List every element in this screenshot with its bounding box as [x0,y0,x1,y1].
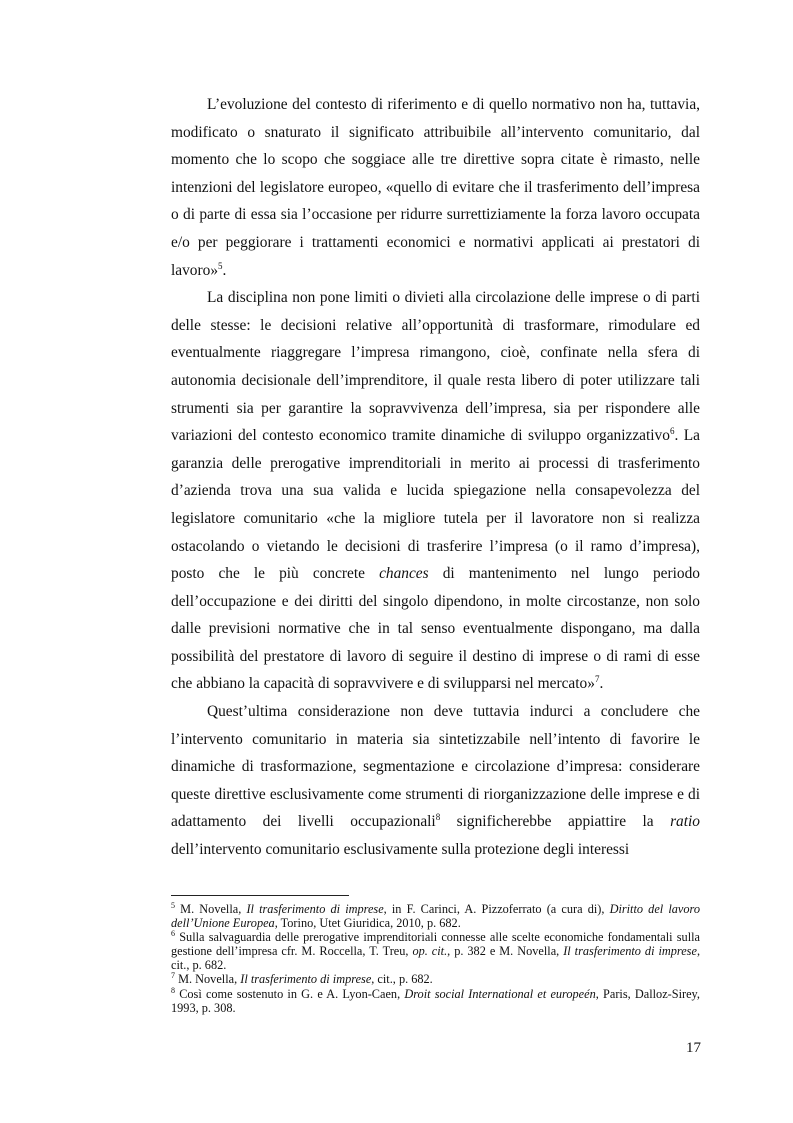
italic-text: Il trasferimento di imprese [563,944,697,959]
text-run: , cit., p. 682. [171,944,701,973]
text-run: La disciplina non pone limiti o divieti alla circolazione delle imprese o di parti delle stesse: le decisioni relative all’opportunità di trasformare, rimodulare ed eventualmente riaggregare l’impresa rimangono, cioè, confinate nella sfera di autonomia decisionale dell’imprenditore, il quale resta libero di poter utilizzare tali strumenti sia per garantire la sopravvivenza dell’impresa, sia per rispondere alle variazioni del contesto economico tramite dinamiche di sviluppo organizzativo [171,289,700,445]
text-run: , p. 382 e M. Novella, [447,944,564,959]
footnote [171,987,700,1015]
italic-text: Il trasferimento di imprese [246,902,384,916]
text-run: M. Novella, [175,902,247,916]
text-run: Quest’ultima considerazione non deve tuttavia indurci a concludere che l’intervento comunitario in materia sia sintetizzabile nell’intento di favorire le dinamiche di trasformazione, segmentazione e circolazione d’impresa: considerare queste direttive esclusivamente come strumenti di riorganizzazione delle imprese e di adattamento dei livelli occupazionali [171,703,700,831]
text-run: , cit., p. 682. [371,972,433,987]
italic-text: op. cit. [412,944,448,959]
footnote [171,972,700,986]
text-run: Sulla salvaguardia delle prerogative imprenditoriali connesse alle scelte economiche fondamentali sulla gestione dell’impresa cfr. M. Roccella, T. Treu, [171,930,700,959]
footnote [171,930,700,972]
footnote-reference: 8 [435,812,441,823]
page-number: 17 [686,1040,701,1056]
italic-text: Droit social International et europeén [404,986,596,1001]
footnote-reference: 7 [171,971,175,981]
body-text [171,91,700,864]
paragraph [171,91,700,284]
footnote-reference: 5 [171,901,175,910]
footnote-reference: 5 [218,260,223,271]
italic-text: Il trasferimento di imprese [240,972,372,987]
text-run: . La garanzia delle prerogative imprenditoriali in merito ai processi di trasferimento d’azienda trova una sua valida e lucida spiegazione nella consapevolezza del legislatore comunitario «che la migliore tutela per il lavoratore non si realizza ostacolando o vietando le decisioni di trasferire l’impresa (o il ramo d’impresa), posto che le più concrete [171,427,700,583]
footnote-reference: 6 [669,426,675,437]
footnote [171,902,700,930]
text-run: dell’intervento comunitario esclusivamente sulla protezione degli interessi [171,841,630,859]
text-run: significherebbe appiattire la [440,813,671,831]
italic-text: ratio [670,813,700,831]
text-run: L’evoluzione del contesto di riferimento e di quello normativo non ha, tuttavia, modificato o snaturato il significato attribuibile all’intervento comunitario, dal momento che lo scopo che soggiace alle tre direttive sopra citate è rimasto, nelle intenzioni del legislatore europeo, «quello di evitare che il trasferimento dell’impresa o di parte di essa sia l’occasione per ridurre surrettiziamente la forza lavoro occupata e/o per peggiorare i trattamenti economici e normativi applicati ai prestatori di lavoro» [171,96,700,279]
paragraph [171,698,700,864]
text-run: M. Novella, [175,972,241,987]
footnotes [171,902,700,1015]
text-run: , Paris, Dalloz-Sirey, 1993, p. 308. [171,986,700,1015]
text-run: , Torino, Utet Giuridica, 2010, p. 682. [274,916,461,931]
italic-text: chances [379,565,429,583]
italic-text: Diritto del lavoro dell’Unione Europea [171,902,700,931]
text-run: . [599,675,604,693]
footnote-separator [171,895,349,896]
footnote-reference: 6 [171,929,175,939]
text-run: Così come sostenuto in G. e A. Lyon-Caen, [175,986,405,1001]
footnote-reference: 7 [594,674,600,685]
footnote-reference: 8 [171,985,175,995]
text-run: , in F. Carinci, A. Pizzoferrato (a cura di), [383,902,610,916]
text-run: . [222,261,227,279]
text-run: di mantenimento nel lungo periodo dell’occupazione e dei diritti del singolo dipendono, in molte circostanze, non solo dalle previsioni normative che in tal senso eventualmente dispongano, ma dalla possibilità del prestatore di lavoro di seguire il destino di imprese o di rami di esse che abbiano la capacità di sopravvivere e di svilupparsi nel mercato» [171,565,700,693]
paragraph [171,284,700,698]
